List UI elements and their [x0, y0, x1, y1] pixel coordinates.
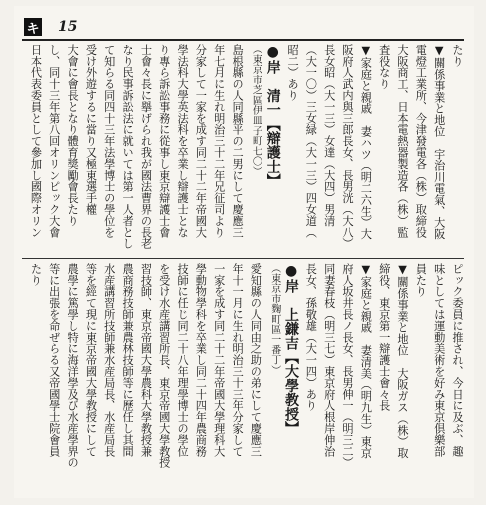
text-column: （東京市麴町區一番丁） [268, 263, 280, 376]
text-column: 技師に任じ同二十八年理學博士の學位 [176, 263, 190, 457]
text-column: 昭二）あり [286, 44, 300, 101]
text-column: し、同十三年第八回オリンピック大會 [47, 44, 61, 238]
text-column: 受け外遊するに當り又極東選手權 [84, 44, 98, 215]
text-column: 電燈工業所、今津發電各（株）取締役 [414, 44, 428, 238]
text-column: 締役、東京第一辯護士會々長 [377, 263, 391, 412]
text-column: 長女、孫敬雄（大一四）あり [304, 263, 318, 412]
text-column: （東京市芝區伊皿子町七〇） [250, 44, 262, 177]
text-column: 同妻春枝（明三七）東京府人根岸伸治 [322, 263, 336, 457]
page-number: 15 [58, 19, 78, 35]
text-column: たり [29, 263, 43, 286]
text-column: 員たり [414, 263, 428, 298]
text-column: 査役なり [377, 44, 391, 90]
text-column: 愛知縣の人同由之助の弟にして慶應三 [249, 263, 263, 457]
text-column: 學法科大學英法科を卒業し辯護士とな [176, 44, 190, 238]
document-page [14, 6, 474, 498]
text-column: なり民事訴訟法に就いては第一人者とし [121, 44, 135, 250]
text-column: 味としては運動美術を好み東京倶樂部 [432, 263, 446, 457]
text-column: を受け水産講習所長、東京帝國大學教授 [157, 263, 171, 469]
section-kana-badge: キ [24, 18, 42, 36]
text-column: 水産講習所技師兼水産局長、水産局長 [102, 263, 116, 457]
text-column: ●岸 上鎌吉【大學教授】 [283, 263, 300, 436]
text-column: 島根縣の人同縣平の二男にして慶應三 [231, 44, 245, 238]
text-column: 習技師、東京帝國大學農科大學教授兼 [139, 263, 153, 457]
text-column: 阪府人武内與三郎長女、長男洸（大八） [341, 44, 355, 250]
text-column: （大一〇）三女緑（大一三）四女道（ [304, 44, 318, 238]
text-column: 等を經て現に東京帝國大學教授にして [84, 263, 98, 457]
header-rule [22, 39, 464, 41]
text-column: ●岸 清一【辯護士】 [264, 44, 281, 188]
text-column: 分家して一家を成す同二十二年帝國大 [194, 44, 208, 238]
text-column: ピック委員に推され、今日に及ぶ、趣 [451, 263, 464, 457]
text-column: 農商務技師兼農林技師等に歷任し其間 [121, 263, 135, 457]
text-column: ▼關係事業と地位 大阪ガス（株）取 [396, 263, 410, 459]
text-column: ▼家庭と親戚 妻清美（明九生）東京 [359, 263, 373, 459]
bottom-text-block [24, 263, 464, 488]
text-column: り專ら訴訟事務に從事し東京辯護士會 [157, 44, 171, 238]
text-column: ▼關係事業と地位 宇治川電氣、大阪 [432, 44, 446, 240]
text-column: 士會々長に擧げられ我が國法曹界の長老 [139, 44, 153, 250]
text-column: 農學に篤學し特に海洋學及び水産學界の [66, 263, 80, 469]
text-column: 學動物學科を卒業し同二十四年農商務 [194, 263, 208, 457]
text-column: ▼家庭と親戚 妻ハツ（明二六生）大 [359, 44, 373, 240]
text-column: たり [451, 44, 464, 67]
text-column: 一家を成す同二十二年帝國大學理科大 [212, 263, 226, 457]
text-column: 日本代表委員として參加し國際オリン [29, 44, 43, 238]
text-column: 府人坂井長ノ長女、長男伸一（明三二） [341, 263, 355, 469]
text-column: 年十一月に生れ明治三十三年分家して [231, 263, 245, 457]
page-header [24, 16, 77, 38]
text-column: 大會に會長となり體育獎勵會長たり [66, 44, 80, 227]
text-column: て知らる同四十三年法學博士の學位を [102, 44, 116, 238]
text-column: 年七月に生れ明治三十二年兄征司より [212, 44, 226, 238]
section-divider [22, 258, 464, 259]
text-column: 長女昭（大一三）女達（大四）男清 [322, 44, 336, 227]
text-column: 等に出張を命ぜらる又帝國學士院會員 [47, 263, 61, 457]
top-text-block [24, 44, 464, 254]
text-column: 大阪商工、日本電熱器製造各（株）監 [396, 44, 410, 238]
